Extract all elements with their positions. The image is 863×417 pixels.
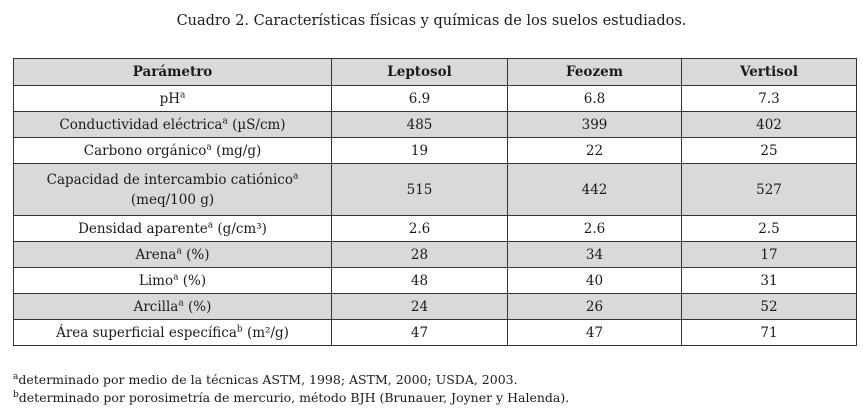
row-label: Capacidad de intercambio catiónico$^a$ (meq/100 g) bbox=[14, 164, 332, 216]
table-row bbox=[14, 164, 857, 216]
row-label: Densidad aparente$^a$ (g/cm³) bbox=[14, 216, 332, 242]
table-row bbox=[14, 216, 857, 242]
cell-feozem: 6.8 bbox=[508, 86, 682, 112]
table-row bbox=[14, 268, 857, 294]
row-label: Arena$^a$ (%) bbox=[14, 242, 332, 268]
cell-feozem: 442 bbox=[508, 164, 682, 216]
table-row bbox=[14, 242, 857, 268]
column-header-parametro: Parámetro bbox=[14, 59, 332, 86]
table-row bbox=[14, 138, 857, 164]
row-label: Área superficial específica$^b$ (m²/g) bbox=[14, 320, 332, 346]
cell-vertisol: 527 bbox=[682, 164, 857, 216]
table-row bbox=[14, 320, 857, 346]
cell-feozem: 34 bbox=[508, 242, 682, 268]
table-header-row bbox=[14, 59, 857, 86]
cell-leptosol: 515 bbox=[332, 164, 508, 216]
column-header-vertisol: Vertisol bbox=[682, 59, 857, 86]
cell-feozem: 47 bbox=[508, 320, 682, 346]
column-header-feozem: Feozem bbox=[508, 59, 682, 86]
cell-leptosol: 2.6 bbox=[332, 216, 508, 242]
row-label: Arcilla$^a$ (%) bbox=[14, 294, 332, 320]
footnote-a: $^a$determinado por medio de la técnicas ASTM, 1998; ASTM, 2000; USDA, 2003. bbox=[13, 371, 518, 387]
cell-leptosol: 6.9 bbox=[332, 86, 508, 112]
cell-vertisol: 25 bbox=[682, 138, 857, 164]
cell-feozem: 399 bbox=[508, 112, 682, 138]
row-label: Conductividad eléctrica$^a$ (µS/cm) bbox=[14, 112, 332, 138]
row-label: $pH^a$ bbox=[14, 86, 332, 112]
soil-properties-table bbox=[13, 58, 857, 346]
row-label: Limo$^a$ (%) bbox=[14, 268, 332, 294]
cell-leptosol: 28 bbox=[332, 242, 508, 268]
footnote-b: $^b$determinado por porosimetría de mercurio, método BJH (Brunauer, Joyner y Halenda). bbox=[13, 389, 570, 405]
cell-vertisol: 31 bbox=[682, 268, 857, 294]
cell-leptosol: 24 bbox=[332, 294, 508, 320]
cell-leptosol: 19 bbox=[332, 138, 508, 164]
cell-leptosol: 48 bbox=[332, 268, 508, 294]
table-row bbox=[14, 294, 857, 320]
cell-leptosol: 47 bbox=[332, 320, 508, 346]
table-row bbox=[14, 86, 857, 112]
cell-vertisol: 7.3 bbox=[682, 86, 857, 112]
cell-vertisol: 52 bbox=[682, 294, 857, 320]
cell-feozem: 26 bbox=[508, 294, 682, 320]
cell-leptosol: 485 bbox=[332, 112, 508, 138]
cell-feozem: 40 bbox=[508, 268, 682, 294]
row-label: Carbono orgánico$^a$ (mg/g) bbox=[14, 138, 332, 164]
cell-vertisol: 17 bbox=[682, 242, 857, 268]
column-header-leptosol: Leptosol bbox=[332, 59, 508, 86]
cell-feozem: 22 bbox=[508, 138, 682, 164]
table-caption: Cuadro 2. Características físicas y químicas de los suelos estudiados. bbox=[176, 13, 687, 29]
cell-vertisol: 2.5 bbox=[682, 216, 857, 242]
table-row bbox=[14, 112, 857, 138]
cell-vertisol: 402 bbox=[682, 112, 857, 138]
cell-feozem: 2.6 bbox=[508, 216, 682, 242]
cell-vertisol: 71 bbox=[682, 320, 857, 346]
